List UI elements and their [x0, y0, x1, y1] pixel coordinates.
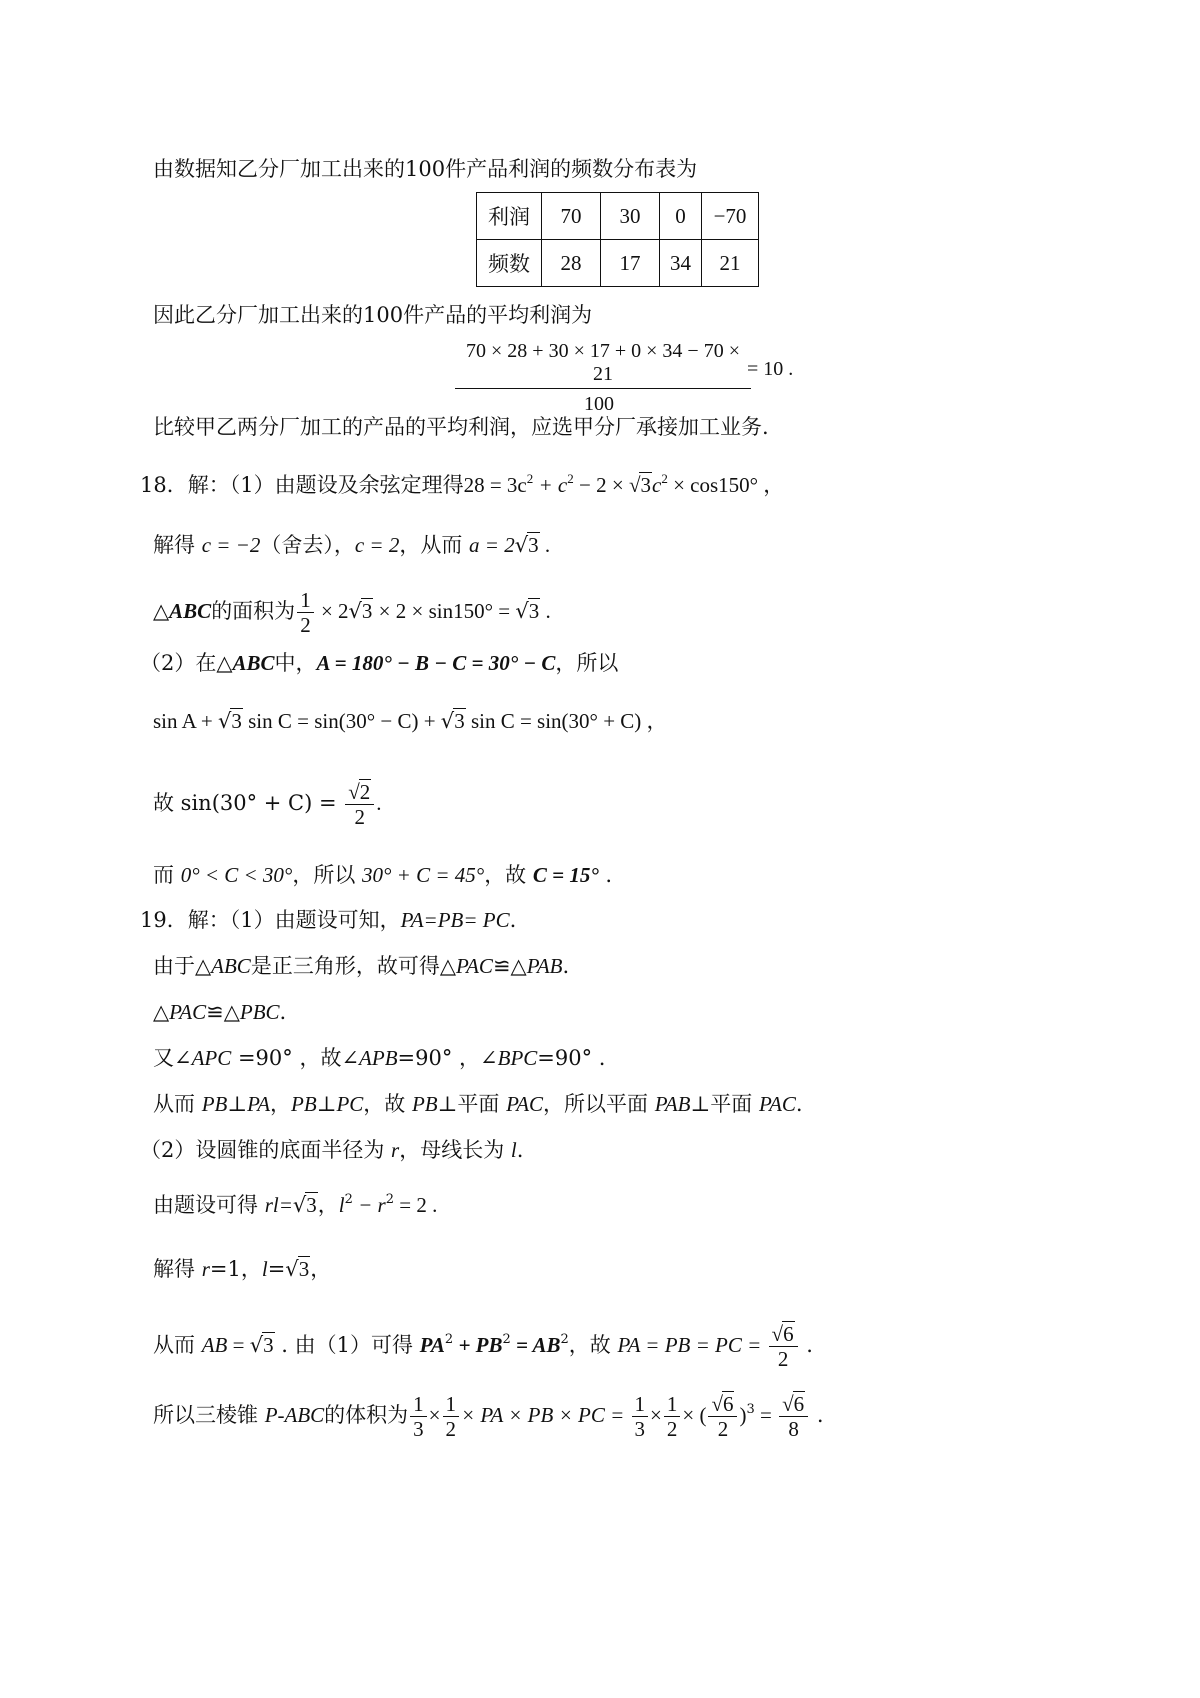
formula-denominator: 100	[584, 393, 614, 415]
table-cell: 30	[601, 193, 660, 240]
q18-line-4: （2）在△ABC中，A = 180° − B − C = 30° − C，所以	[140, 651, 619, 675]
q18-line-3: △ABC的面积为 $\frac{1}{2}$ × 2√3 × 2 × sin150° = √3 .	[153, 588, 551, 637]
sqrt-symbol: √3	[249, 1333, 274, 1357]
fraction: $\frac{1}{2}$	[443, 1392, 460, 1441]
q19-line-6: （2）设圆锥的底面半径为 r，母线长为 l.	[140, 1138, 524, 1162]
fraction: $\frac{√6}{8}$	[779, 1392, 808, 1441]
average-profit-formula	[455, 340, 794, 416]
table-header-cell: 频数	[477, 240, 542, 287]
fraction: $\frac{1}{3}$	[632, 1392, 649, 1441]
fraction: $\frac{√2}{2}$	[345, 780, 374, 829]
q19-line-5: 从而 PB⊥PA，PB⊥PC，故 PB⊥平面 PAC，所以平面 PAB⊥平面 PAC.	[153, 1092, 803, 1116]
q19-line-4: 又∠APC =90° ，故∠APB=90° ，∠BPC=90° .	[153, 1046, 606, 1070]
q18-label: 18．解：（1）由题设及余弦定理得	[140, 473, 464, 497]
q19-line-10: 所以三棱锥 P-ABC的体积为 $\frac{1}{3}$ × $\frac{1}{2}$ × PA × PB × PC = $\frac{1}{3}$ × $\frac{1}{2}$ × ( $\frac{√6}{2}$ )$^3$ = $\frac{√6}{8}$ .	[153, 1392, 824, 1441]
q18-line-2: 解得 c = −2（舍去），c = 2，从而 a = 2√3 .	[153, 533, 551, 557]
q18-line-5: sin A + √3 sin C = sin(30° − C) + √3 sin C = sin(30° + C) ，	[153, 709, 668, 733]
q19-line-7: 由题设可得 rl=√3，$l^2 - r^2 = 2$ .	[153, 1192, 438, 1217]
table-cell: 34	[660, 240, 702, 287]
table-row-frequency	[477, 240, 759, 287]
table-header-cell: 利润	[477, 193, 542, 240]
formula-numerator: 70 × 28 + 30 × 17 + 0 × 34 − 70 × 21	[455, 340, 751, 389]
sqrt-symbol: √3	[440, 709, 465, 733]
paragraph-average-intro: 因此乙分厂加工出来的100件产品的平均利润为	[153, 303, 593, 327]
sqrt-symbol: √3	[514, 533, 539, 557]
q18-line-6: 故 sin(30° + C) = $\frac{√2}{2}$ .	[153, 780, 382, 829]
table-cell: −70	[702, 193, 759, 240]
table-cell: 17	[601, 240, 660, 287]
equation: $28 = 3c^2 + c^2 - 2 \times √3c^2 \times \cos 150^\circ$ ，	[463, 471, 785, 497]
fraction: $\frac{1}{2}$	[297, 588, 314, 637]
q19-line-3: △PAC≌△PBC.	[153, 1000, 287, 1024]
fraction: $\frac{√6}{2}$	[708, 1392, 737, 1441]
q18-line-1	[140, 470, 784, 500]
sqrt-symbol: √3	[515, 599, 540, 623]
sqrt-symbol: √3	[292, 1193, 317, 1217]
table-row-profit	[477, 193, 759, 240]
paragraph-conclusion: 比较甲乙两分厂加工的产品的平均利润，应选甲分厂承接加工业务.	[153, 415, 769, 439]
table-cell: 28	[542, 240, 601, 287]
q19-line-1: 19．解：（1）由题设可知，PA=PB= PC.	[140, 908, 517, 932]
paragraph-intro-table: 由数据知乙分厂加工出来的100件产品利润的频数分布表为	[153, 157, 698, 181]
q19-line-2: 由于△ABC是正三角形，故可得△PAC≌△PAB.	[153, 954, 570, 978]
q19-label: 19．解：（1）由题设可知，	[140, 908, 401, 932]
q18-line-7: 而 0° < C < 30°，所以 30° + C = 45°，故 C = 15° .	[153, 863, 613, 887]
sqrt-symbol: √3	[348, 599, 373, 623]
fraction: $\frac{1}{3}$	[410, 1392, 427, 1441]
q19-line-8: 解得 r=1，l=√3，	[153, 1257, 332, 1281]
fraction: $\frac{1}{2}$	[664, 1392, 681, 1441]
table-cell: 21	[702, 240, 759, 287]
sqrt-symbol: √3	[285, 1257, 310, 1281]
fraction: $\frac{√6}{2}$	[769, 1322, 798, 1371]
q19-line-9: 从而 AB = √3 . 由（1）可得 $PA^2 + PB^2 = AB^2$，故 PA = PB = PC = $\frac{√6}{2}$ .	[153, 1322, 813, 1371]
frequency-table	[476, 192, 759, 287]
sqrt-symbol: √3	[217, 709, 242, 733]
formula-result: = 10 .	[747, 358, 794, 380]
table-cell: 70	[542, 193, 601, 240]
table-cell: 0	[660, 193, 702, 240]
sqrt-symbol: √3	[628, 473, 651, 497]
